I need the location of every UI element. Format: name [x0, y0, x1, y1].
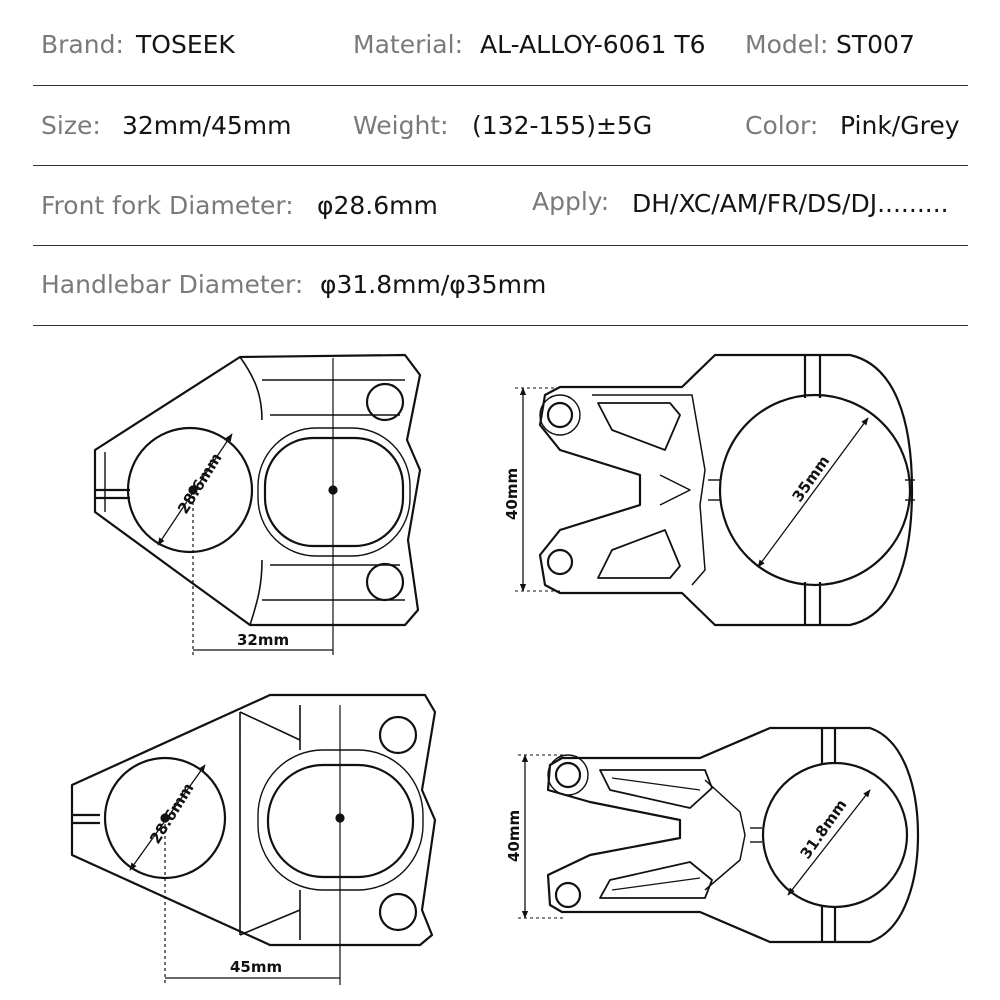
- spec-table: [33, 0, 968, 326]
- brand-label: Brand:: [41, 30, 124, 59]
- technical-drawings: [0, 330, 1000, 1000]
- fork-diameter-label: Front fork Diameter:: [41, 191, 294, 220]
- model-value: ST007: [836, 30, 915, 59]
- top45-steerer-dim: 28.6mm: [146, 779, 198, 848]
- spec-row-1: [33, 0, 968, 86]
- side45-clamp-dim: 31.8mm: [796, 796, 851, 863]
- material-label: Material:: [353, 30, 463, 59]
- top32-length-dim: 32mm: [237, 631, 290, 649]
- fork-diameter-value: φ28.6mm: [317, 191, 438, 220]
- weight-value: (132-155)±5G: [472, 111, 653, 140]
- top-view-32mm: [95, 355, 420, 655]
- stem-outline: [548, 728, 918, 942]
- handlebar-diameter-value: φ31.8mm/φ35mm: [320, 270, 547, 299]
- size-label: Size:: [41, 111, 101, 140]
- spec-row-4: [33, 245, 968, 326]
- side32-clamp-dim: 35mm: [788, 452, 834, 506]
- weight-label: Weight:: [353, 111, 449, 140]
- side-view-45mm: [518, 728, 918, 942]
- color-label: Color:: [745, 111, 819, 140]
- top32-steerer-dim: 28.6mm: [174, 449, 226, 518]
- size-value: 32mm/45mm: [122, 111, 292, 140]
- bolt-hole-bottom: [380, 894, 416, 930]
- side32-height-dim: 40mm: [503, 467, 521, 520]
- spec-row-3: [33, 165, 968, 246]
- brand-value: TOSEEK: [136, 30, 235, 59]
- bolt-hole-bottom: [367, 564, 403, 600]
- handlebar-diameter-label: Handlebar Diameter:: [41, 270, 304, 299]
- model-label: Model:: [745, 30, 829, 59]
- top45-length-dim: 45mm: [230, 958, 283, 976]
- bolt-hole-top: [380, 717, 416, 753]
- color-value: Pink/Grey: [840, 111, 960, 140]
- top-view-45mm: [72, 695, 435, 985]
- material-value: AL-ALLOY-6061 T6: [480, 30, 706, 59]
- side-view-32mm: [515, 355, 915, 625]
- spec-row-2: [33, 85, 968, 166]
- side45-height-dim: 40mm: [505, 809, 523, 862]
- apply-label: Apply:: [532, 187, 610, 216]
- apply-value: DH/XC/AM/FR/DS/DJ.........: [632, 189, 949, 218]
